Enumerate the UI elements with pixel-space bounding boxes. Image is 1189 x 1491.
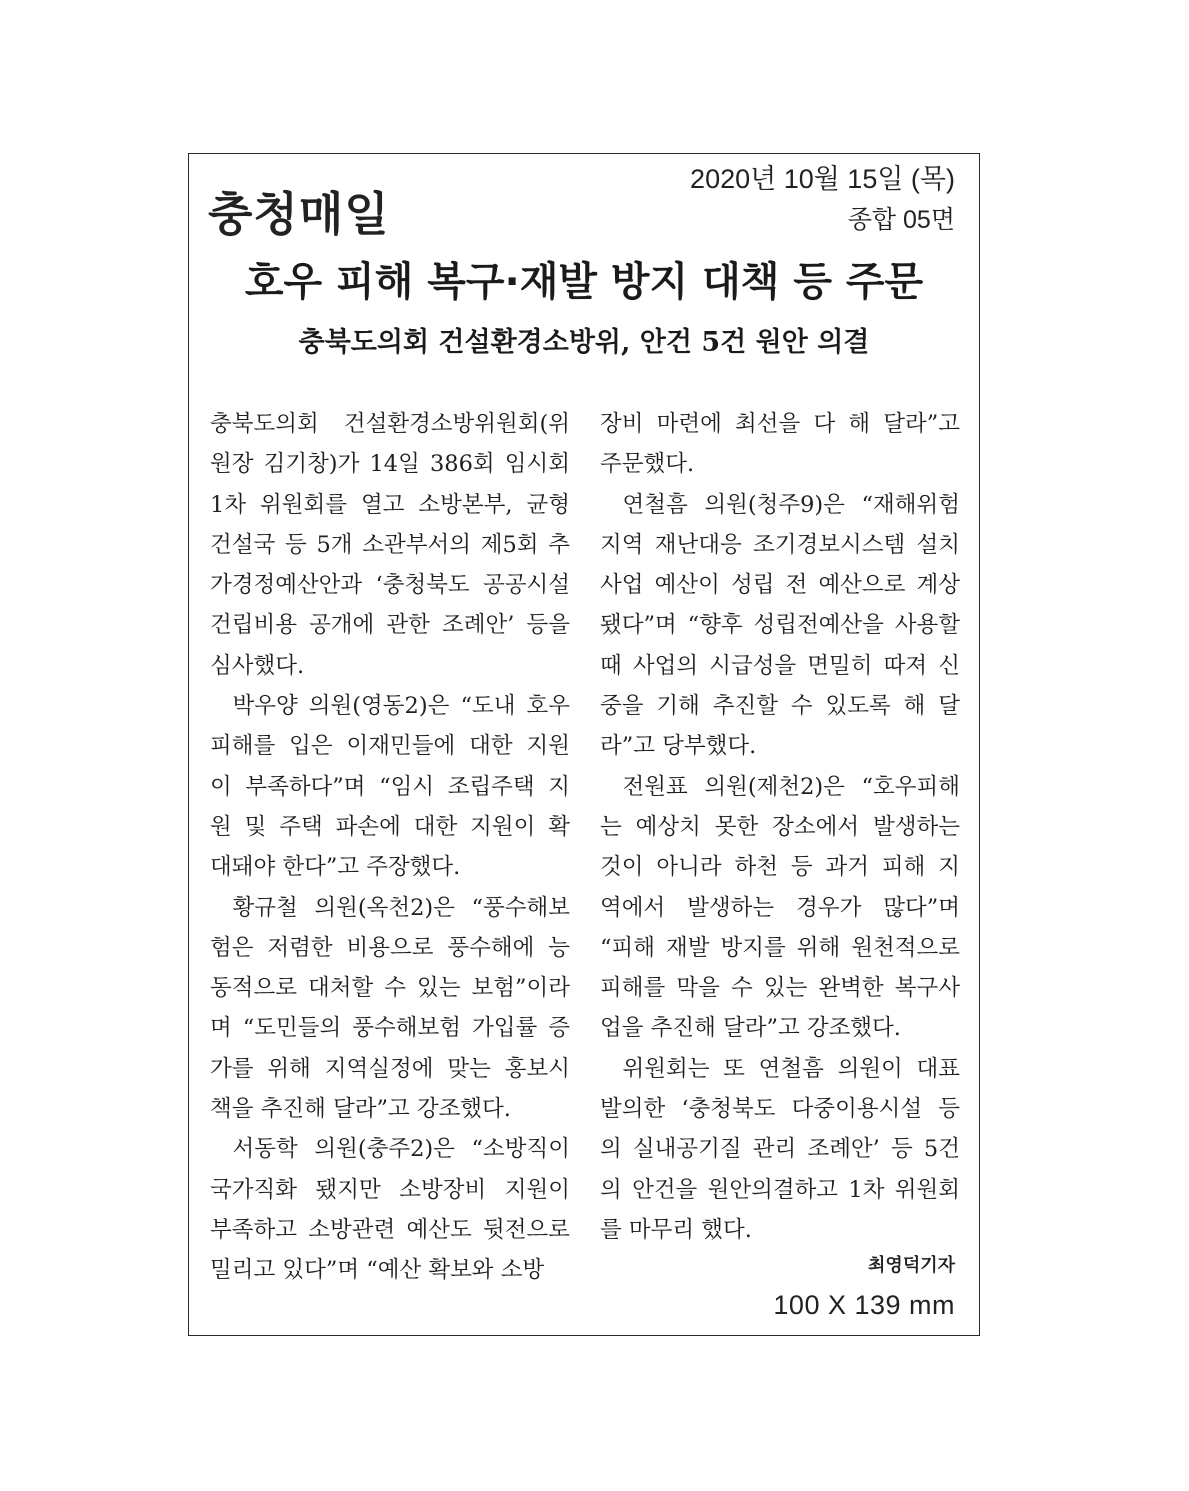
article-body-line: 업을 추진해 달라”고 강조했다. xyxy=(600,1015,901,1042)
article-body-line: 며 “도민들의 풍수해보험 가입률 증 xyxy=(210,1015,570,1042)
article-body-line: 는 예상치 못한 장소에서 발생하는 xyxy=(600,813,960,840)
article-subheadline: 충북도의회 건설환경소방위, 안건 5건 원안 의결 xyxy=(298,327,870,358)
article-body-line: 의 실내공기질 관리 조례안’ 등 5건 xyxy=(600,1136,960,1163)
article-body-line: 가경정예산안과 ‘충청북도 공공시설 xyxy=(210,572,570,599)
article-body-line: 험은 저렴한 비용으로 풍수해에 능 xyxy=(210,934,570,961)
article-body-line: 서동학 의원(충주2)은 “소방직이 xyxy=(210,1136,570,1163)
article-body-line: “피해 재발 방지를 위해 원천적으로 xyxy=(600,934,960,961)
article-body-line: 중을 기해 추진할 수 있도록 해 달 xyxy=(600,693,960,720)
article-body-line: 1차 위원회를 열고 소방본부, 균형 xyxy=(210,491,570,518)
article-body-line: 원장 김기창)가 14일 386회 임시회 xyxy=(210,451,570,478)
article-headline: 호우 피해 복구·재발 방지 대책 등 주문 xyxy=(244,259,924,305)
article-body-line: 연철흠 의원(청주9)은 “재해위험 xyxy=(600,491,960,518)
newspaper-masthead: 충청매일 xyxy=(208,187,390,241)
article-body-line: 의 안건을 원안의결하고 1차 위원회 xyxy=(600,1176,960,1203)
article-body-line: 원 및 주택 파손에 대한 지원이 확 xyxy=(210,813,570,840)
article-body-line: 이 부족하다”며 “임시 조립주택 지 xyxy=(210,773,570,800)
clipping-size: 100 X 139 mm xyxy=(773,1290,955,1320)
article-byline: 최영덕기자 xyxy=(868,1255,955,1276)
article-body-line: 것이 아니라 하천 등 과거 피해 지 xyxy=(600,854,960,881)
article-body-left-column xyxy=(210,404,570,1291)
article-body-line: 됐다”며 “향후 성립전예산을 사용할 xyxy=(600,612,960,639)
article-body-line: 건립비용 공개에 관한 조례안’ 등을 xyxy=(210,612,570,639)
article-body-line: 발의한 ‘충청북도 다중이용시설 등 xyxy=(600,1096,960,1123)
article-body-line: 동적으로 대처할 수 있는 보험”이라 xyxy=(210,975,570,1002)
article-body-line: 장비 마련에 최선을 다 해 달라”고 xyxy=(600,411,960,437)
article-body-line: 부족하고 소방관련 예산도 뒷전으로 xyxy=(210,1216,570,1243)
article-body-line: 위원회는 또 연철흠 의원이 대표 xyxy=(600,1055,960,1082)
article-body-line: 때 사업의 시급성을 면밀히 따져 신 xyxy=(600,652,960,679)
article-body-line: 충북도의회 건설환경소방위원회(위 xyxy=(210,411,570,437)
article-body-line: 전원표 의원(제천2)은 “호우피해 xyxy=(600,773,960,800)
article-body-line: 책을 추진해 달라”고 강조했다. xyxy=(210,1096,511,1123)
article-body-line: 사업 예산이 성립 전 예산으로 계상 xyxy=(600,572,960,599)
article-body-line: 피해를 막을 수 있는 완벽한 복구사 xyxy=(600,975,960,1002)
article-body-line: 박우양 의원(영동2)은 “도내 호우 xyxy=(210,693,570,720)
section-page: 종합 05면 xyxy=(847,206,955,234)
article-body-line: 피해를 입은 이재민들에 대한 지원 xyxy=(210,733,570,760)
article-body-line: 국가직화 됐지만 소방장비 지원이 xyxy=(210,1176,570,1203)
article-body-line: 건설국 등 5개 소관부서의 제5회 추 xyxy=(210,531,570,558)
article-body-line: 역에서 발생하는 경우가 많다”며 xyxy=(600,894,960,921)
article-body-line: 심사했다. xyxy=(210,652,305,679)
publication-date: 2020년 10월 15일 (목) xyxy=(690,164,955,194)
article-body-line: 를 마무리 했다. xyxy=(600,1216,752,1243)
article-body-line: 밀리고 있다”며 “예산 확보와 소방 xyxy=(210,1257,545,1284)
article-body-line: 주문했다. xyxy=(600,451,695,478)
article-body-line: 지역 재난대응 조기경보시스템 설치 xyxy=(600,531,960,558)
article-body-line: 라”고 당부했다. xyxy=(600,733,757,760)
article-body-line: 가를 위해 지역실정에 맞는 홍보시 xyxy=(210,1055,570,1082)
article-body-line: 황규철 의원(옥천2)은 “풍수해보 xyxy=(210,894,570,921)
article-body-line: 대돼야 한다”고 주장했다. xyxy=(210,854,461,881)
article-body-right-column xyxy=(600,404,960,1250)
